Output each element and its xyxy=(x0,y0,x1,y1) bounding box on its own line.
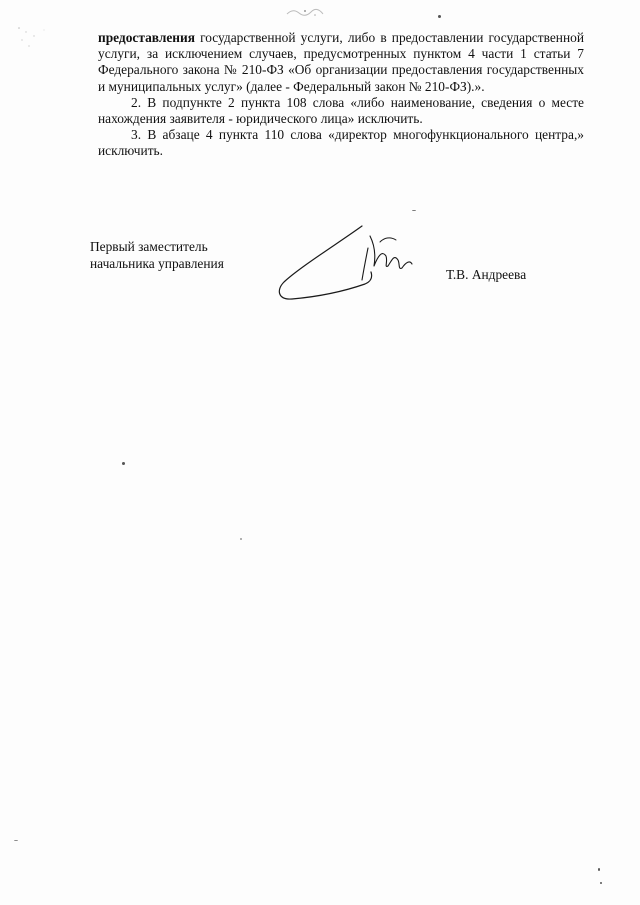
paragraph-text: государственной услуги, либо в предоставлении государственной услуги, за исключением случаев, предусмотренных пунктом 4 части 1 статьи 7 Федерального закона № 210-ФЗ «Об организации предоставления государственных и муниципальных услуг» (далее - Федеральный закон № 210-ФЗ).». xyxy=(98,30,584,94)
paragraph-continuation xyxy=(98,30,584,95)
scan-speck xyxy=(438,15,441,18)
paragraph-bold-lead: предоставления xyxy=(98,30,195,45)
scan-smudge xyxy=(285,6,325,20)
list-item-2: 2. В подпункте 2 пункта 108 слова «либо наименование, сведения о месте нахождения заявителя - юридического лица» исключить. xyxy=(98,94,584,127)
signer-title-line-2: начальника управления xyxy=(90,256,224,271)
scan-speck xyxy=(14,840,18,841)
scan-noise xyxy=(14,22,54,50)
signer-title-line-1: Первый заместитель xyxy=(90,239,208,254)
list-item-3: 3. В абзаце 4 пункта 110 слова «директор многофункционального центра,» исключить. xyxy=(98,127,584,159)
scan-speck xyxy=(240,538,242,540)
signer-name: Т.В. Андреева xyxy=(446,267,527,282)
scan-speck xyxy=(412,210,416,211)
scan-speck xyxy=(122,462,125,465)
signer-title xyxy=(90,238,270,272)
handwritten-signature xyxy=(270,222,420,307)
scan-speck xyxy=(600,882,602,884)
scan-speck xyxy=(598,868,600,871)
document-body xyxy=(98,30,584,160)
